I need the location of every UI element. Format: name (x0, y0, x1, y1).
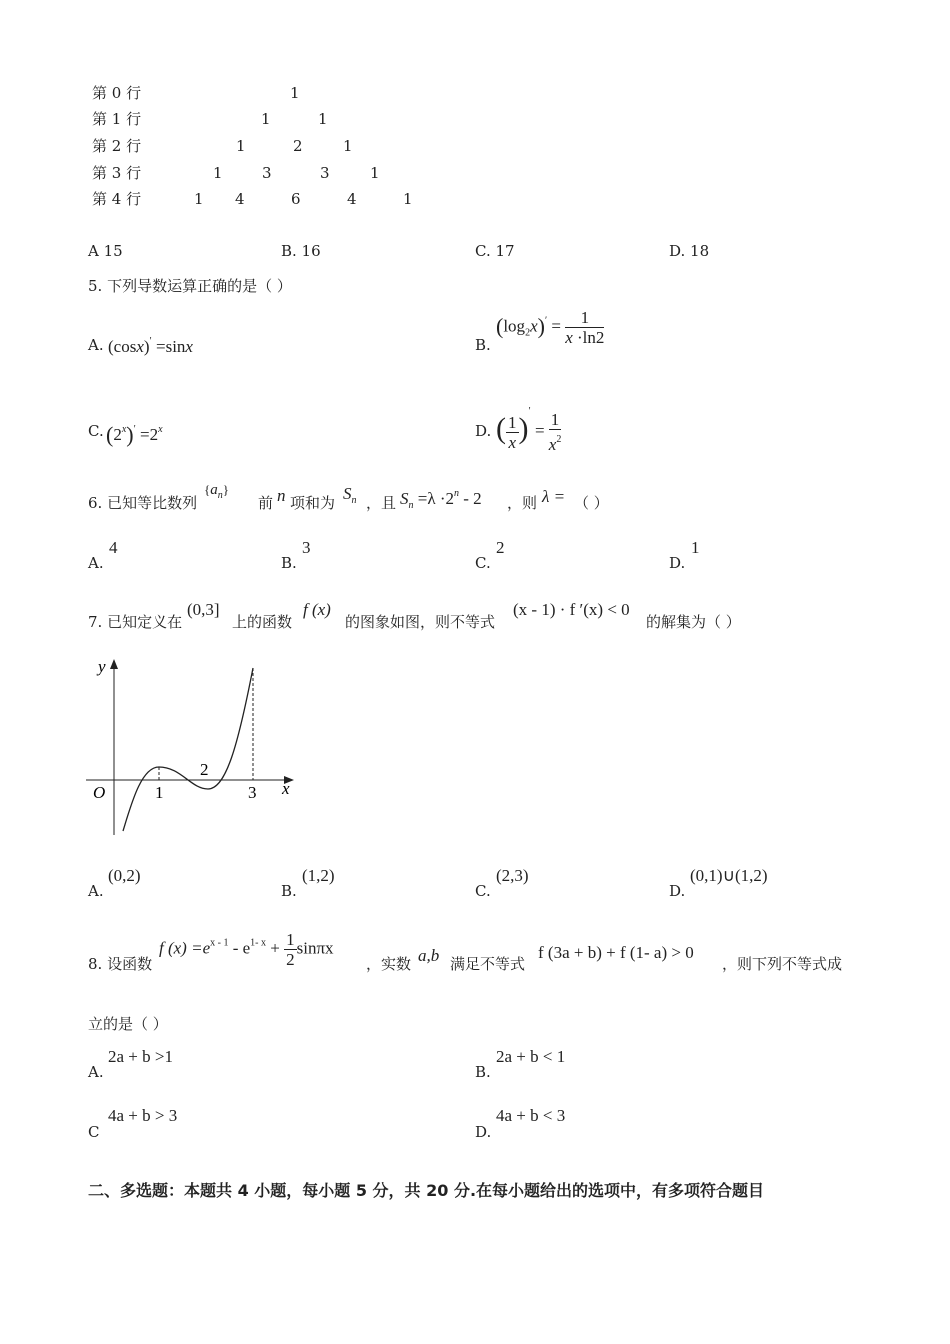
row-label-1: 第 1 行 (92, 110, 142, 128)
q8-prefix: 8. 设函数 (88, 955, 153, 973)
q6-n: n (277, 486, 286, 505)
q6-lambda: λ = (542, 487, 566, 506)
q6-mid1: 前 (258, 494, 274, 512)
q7-option-c: (2,3) (496, 866, 529, 885)
section-2-heading: 二、多选题：本题共 4 小题，每小题 5 分，共 20 分.在每小题给出的选项中，有多项符合题目 (88, 1181, 765, 1200)
q8-ab: a,b (418, 946, 440, 965)
q6-value-d: 1 (691, 538, 700, 557)
q7-inequality: (x - 1) · f ′(x) < 0 (513, 600, 630, 619)
q8-option-d: 4a + b < 3 (496, 1106, 566, 1125)
q7-label-d: D. (669, 882, 686, 900)
q6-sum: $S_n$ (343, 484, 357, 506)
x-axis-label: x (282, 779, 290, 798)
q7-function-graph (86, 655, 306, 840)
row-label-0: 第 0 行 (92, 84, 142, 102)
q5-formula-b: $(\log_2x)'$ = $\frac{1}{x \cdot\ln 2}$ (496, 308, 605, 347)
q7-label-b: B. (281, 882, 297, 900)
q8-label-a: A. (88, 1063, 104, 1081)
q4-option-a: A 15 (88, 242, 123, 260)
origin-label: O (93, 783, 106, 802)
q5-stem: 5. 下列导数运算正确的是（ ） (88, 277, 292, 295)
q8-function: f $(x) =e^{x - 1} - e^{1- x}$ + $\frac{1}{2}$ sinπx (159, 930, 334, 969)
q7-mid1: 上的函数 (232, 613, 293, 631)
q8-suffix: ，则下列不等式成 (722, 955, 843, 973)
q8-label-b: B. (475, 1063, 491, 1081)
q5-label-d: D. (475, 422, 492, 440)
q4-option-b: B. 16 (281, 242, 321, 260)
q6-label-a: A. (88, 554, 104, 572)
q4-option-c: C. 17 (475, 242, 515, 260)
q7-prefix: 7. 已知定义在 (88, 613, 183, 631)
triangle-value: 1 (370, 164, 380, 182)
triangle-value: 3 (262, 164, 272, 182)
q6-prefix: 6. 已知等比数列 (88, 494, 198, 512)
q5-label-a: A. (88, 336, 104, 354)
q6-value-c: 2 (496, 538, 505, 557)
q8-label-d: D. (475, 1123, 492, 1141)
q6-value-a: 4 (109, 538, 118, 557)
triangle-value: 1 (213, 164, 223, 182)
q8-option-c: 4a + b > 3 (108, 1106, 178, 1125)
q7-option-a: (0,2) (108, 866, 141, 885)
q7-label-a: A. (88, 882, 104, 900)
q6-mid2: 项和为 (290, 494, 336, 512)
q7-option-b: (1,2) (302, 866, 335, 885)
q4-option-d: D. 18 (669, 242, 710, 260)
q5-formula-a: (cosx)′ =sinx (108, 336, 193, 356)
q5-formula-c: $(2^x)' =2^x$ (106, 422, 163, 447)
q8-mid1: ，实数 (366, 955, 412, 973)
triangle-value: 2 (293, 137, 303, 155)
q5-label-b: B. (475, 336, 491, 354)
q8-line2: 立的是（ ） (88, 1015, 168, 1033)
q7-mid2: 的图象如图，则不等式 (345, 613, 496, 631)
triangle-value: 6 (291, 190, 301, 208)
q7-interval: (0,3] (187, 600, 220, 619)
tick-label: 3 (248, 783, 257, 802)
q5-label-c: C. (88, 422, 104, 440)
triangle-value: 1 (343, 137, 353, 155)
q7-option-d: (0,1)∪(1,2) (690, 866, 768, 885)
triangle-value: 1 (290, 84, 300, 102)
q6-label-d: D. (669, 554, 686, 572)
q6-suffix1: ，则 (507, 494, 538, 512)
q8-option-a: 2a + b >1 (108, 1047, 173, 1066)
row-label-4: 第 4 行 (92, 190, 142, 208)
triangle-value: 1 (403, 190, 413, 208)
q6-value-b: 3 (302, 538, 311, 557)
triangle-value: 1 (236, 137, 246, 155)
triangle-value: 4 (347, 190, 357, 208)
q6-suffix2: （ ） (574, 494, 609, 512)
q7-suffix: 的解集为（ ） (646, 613, 741, 631)
triangle-value: 1 (318, 110, 328, 128)
q6-equation: $S_n =\lambda \cdot 2^n - 2$ (400, 488, 482, 511)
q6-label-c: C. (475, 554, 491, 572)
row-label-2: 第 2 行 (92, 137, 142, 155)
q6-sequence: $\{a_n\}$ (204, 482, 229, 501)
q6-mid3: ，且 (366, 494, 397, 512)
q8-option-b: 2a + b < 1 (496, 1047, 566, 1066)
q8-label-c: C (88, 1123, 100, 1141)
q7-fx: f (x) (303, 600, 331, 619)
tick-label: 2 (200, 760, 209, 779)
triangle-value: 1 (194, 190, 204, 208)
row-label-3: 第 3 行 (92, 164, 142, 182)
tick-label: 1 (155, 783, 164, 802)
q8-inequality: f (3a + b) + f (1- a) > 0 (538, 943, 694, 962)
q7-label-c: C. (475, 882, 491, 900)
y-axis-label: y (98, 657, 106, 676)
q8-mid2: 满足不等式 (450, 955, 526, 973)
q6-label-b: B. (281, 554, 297, 572)
triangle-value: 3 (320, 164, 330, 182)
q5-formula-d: ( $\frac{1}{x}$ )′ = $\frac{1}{x^2}$ (496, 406, 562, 455)
triangle-value: 4 (235, 190, 245, 208)
triangle-value: 1 (261, 110, 271, 128)
